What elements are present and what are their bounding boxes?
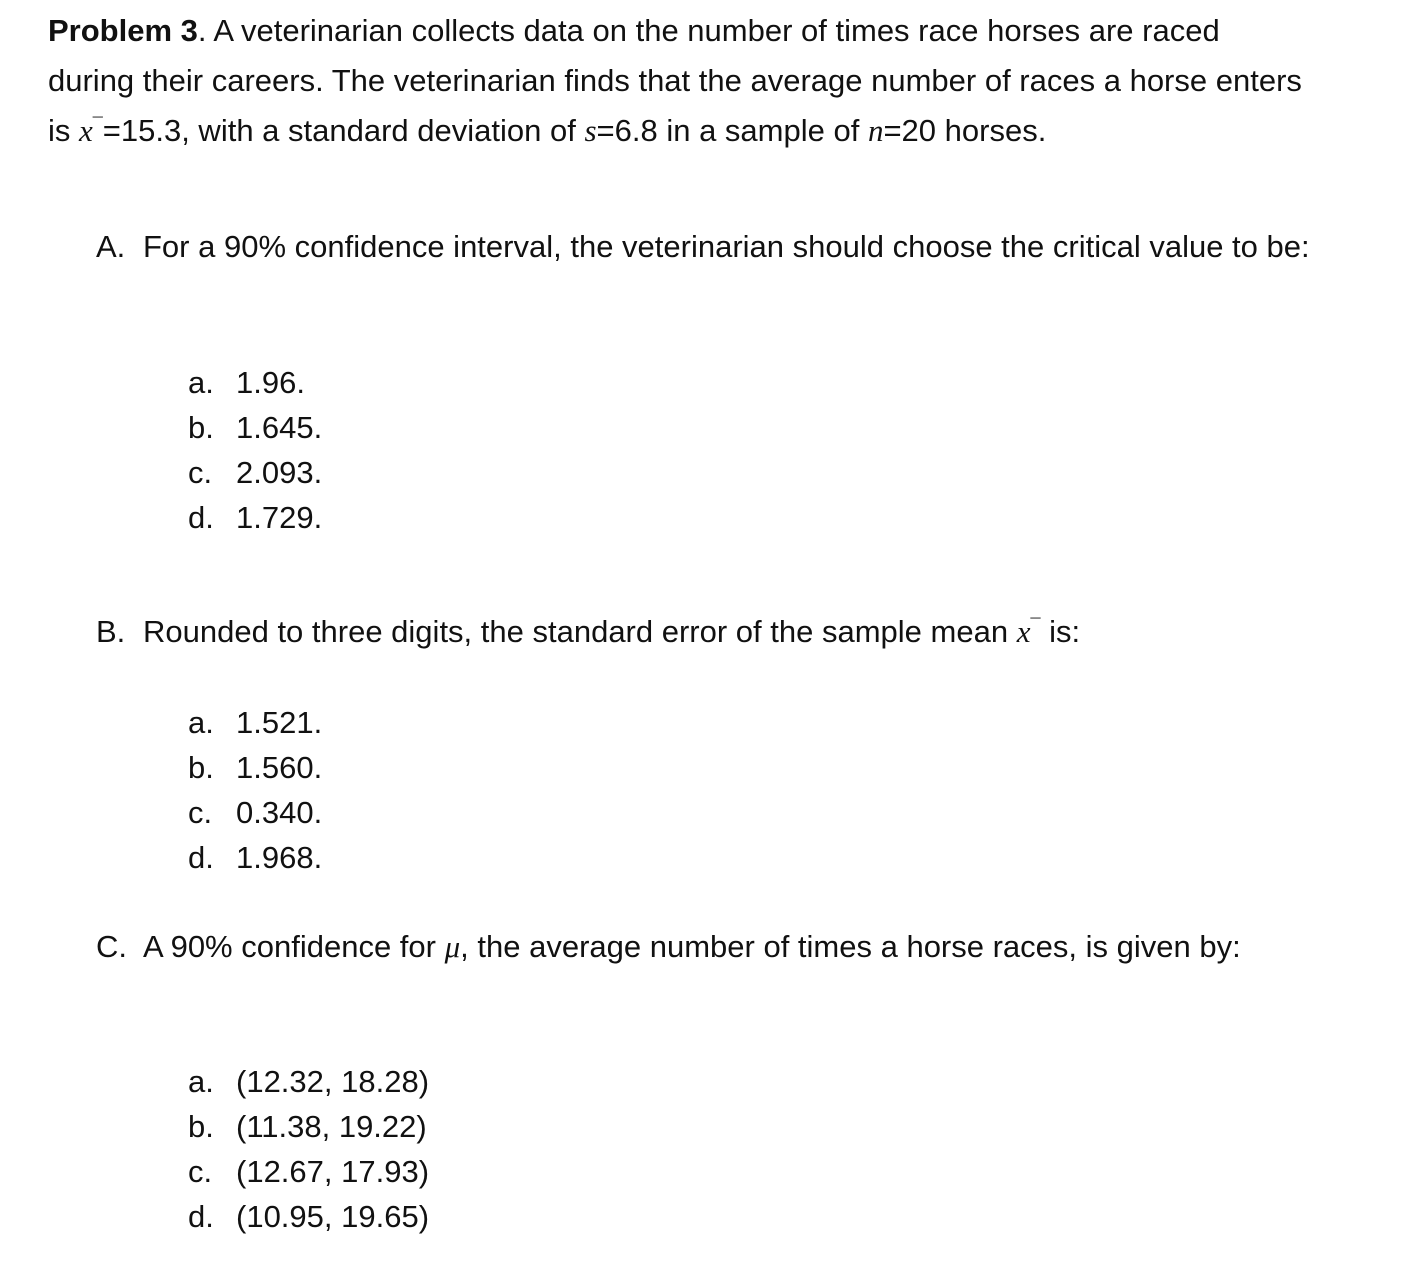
option-a[interactable]: a. 1.96.: [188, 365, 305, 400]
option-d[interactable]: d. 1.968.: [188, 840, 323, 875]
problem-label: Problem 3: [48, 13, 198, 48]
question-text: Rounded to three digits, the standard error of the sample mean x¯ is:: [143, 614, 1081, 649]
question-letter: A.: [96, 229, 126, 264]
option-b[interactable]: b. 1.560.: [188, 750, 323, 785]
option-b[interactable]: b. 1.645.: [188, 410, 323, 445]
option-d[interactable]: d. (10.95, 19.65): [188, 1199, 430, 1234]
question-a: [96, 224, 1336, 270]
option-c[interactable]: c. (12.67, 17.93): [188, 1154, 430, 1189]
question-letter: C.: [96, 929, 127, 964]
option-d[interactable]: d. 1.729.: [188, 500, 323, 535]
option-a[interactable]: a. (12.32, 18.28): [188, 1064, 430, 1099]
option-b[interactable]: b. (11.38, 19.22): [188, 1109, 427, 1144]
question-a-options: [188, 360, 322, 540]
intro-text-3: =6.8 in a sample of: [596, 113, 868, 148]
question-c: [96, 924, 1336, 970]
question-letter: B.: [96, 614, 126, 649]
intro-text-4: =20 horses.: [883, 113, 1047, 148]
mu-symbol: μ: [444, 929, 461, 964]
question-b-options: [188, 700, 322, 880]
option-c[interactable]: c. 2.093.: [188, 455, 323, 490]
question-c-options: [188, 1059, 429, 1239]
question-text: A 90% confidence for μ, the average number of times a horse races, is given by:: [143, 929, 1241, 964]
xbar-symbol: x¯: [1016, 614, 1041, 649]
s-symbol: s: [584, 113, 597, 148]
n-symbol: n: [867, 113, 884, 148]
xbar-symbol: x¯: [79, 113, 103, 148]
intro-text-2: =15.3, with a standard deviation of: [102, 113, 585, 148]
intro-text-1: . A veterinarian collects data on the number of times race horses are raced during their careers. The veterinarian finds that the average number of races a horse enters is: [48, 13, 1302, 148]
option-c[interactable]: c. 0.340.: [188, 795, 323, 830]
problem-statement: [48, 6, 1308, 156]
option-a[interactable]: a. 1.521.: [188, 705, 323, 740]
question-b: [96, 609, 1336, 655]
question-text: For a 90% confidence interval, the veterinarian should choose the critical value to be:: [143, 229, 1310, 264]
